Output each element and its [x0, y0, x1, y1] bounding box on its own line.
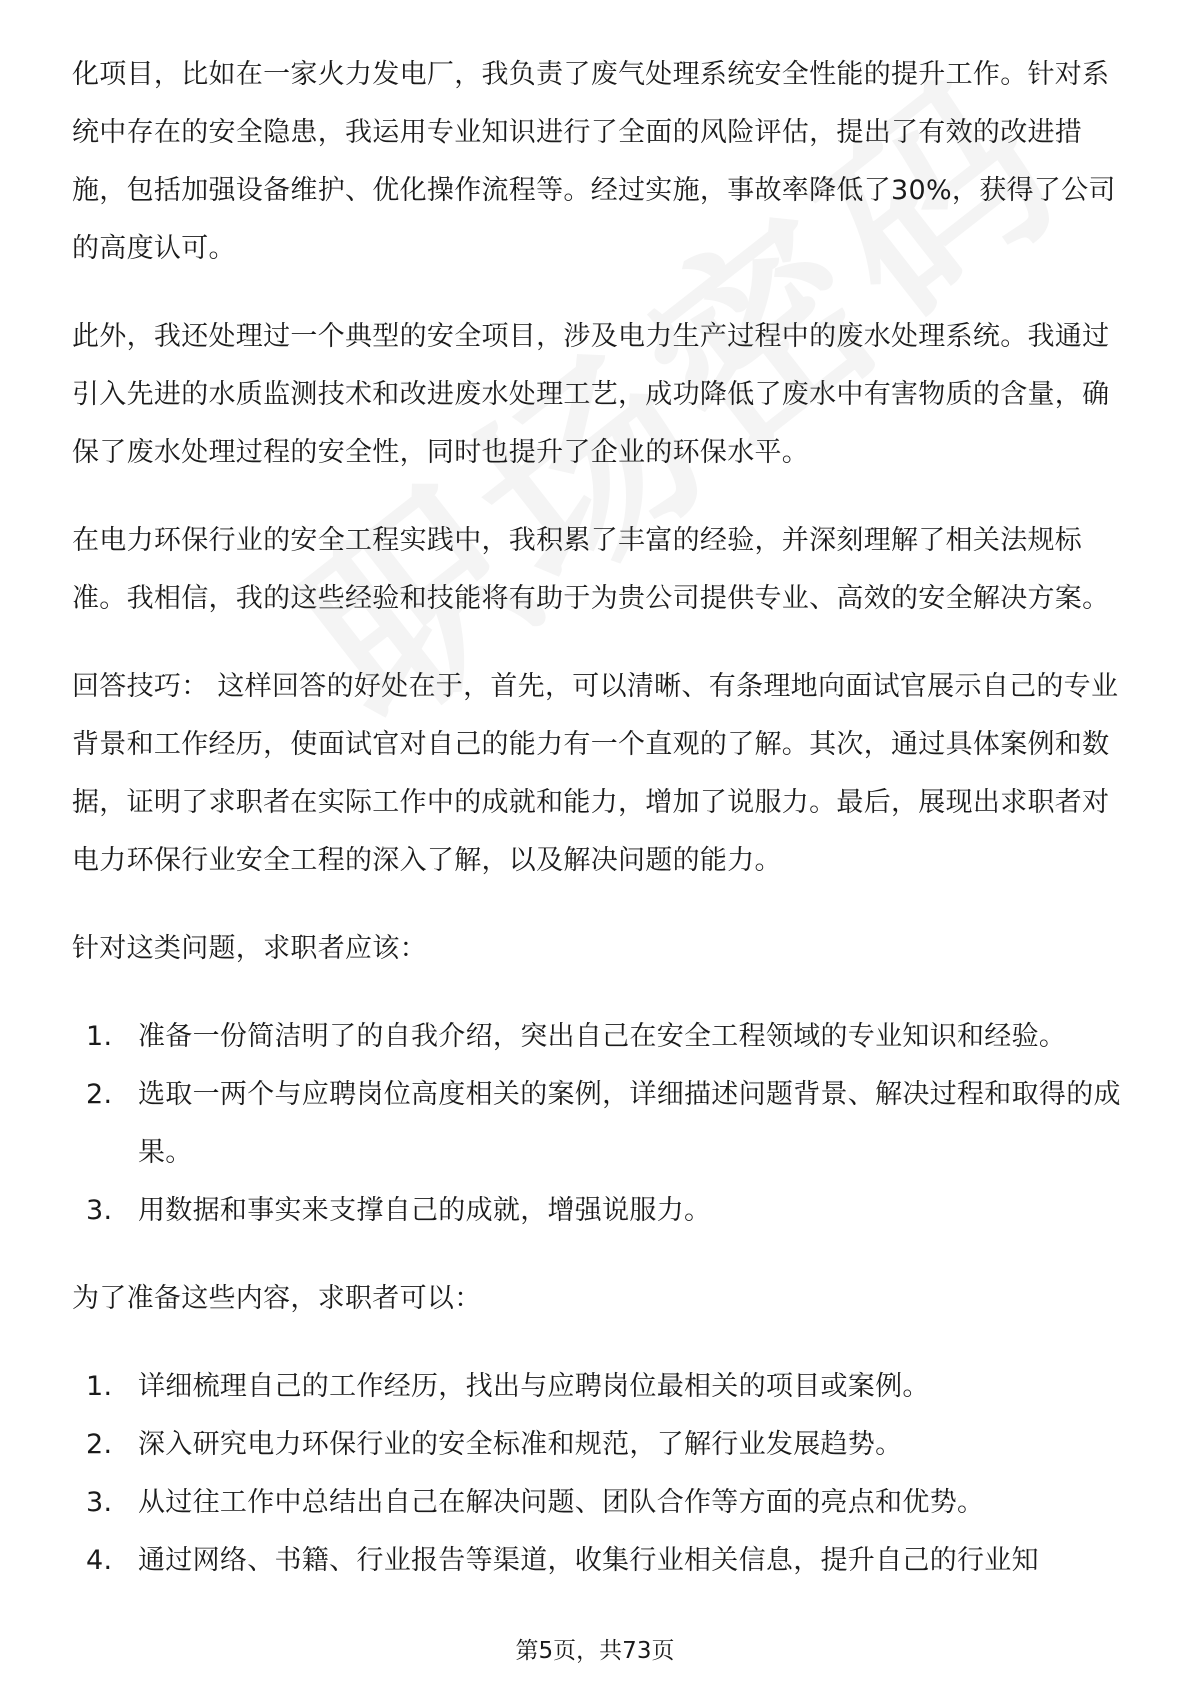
paragraph-experience-summary: 在电力环保行业的安全工程实践中，我积累了丰富的经验，并深刻理解了相关法规标准。我相信，我的这些经验和技能将有助于为贵公司提供专业、高效的安全解决方案。 — [72, 525, 1110, 614]
list-item — [86, 1008, 1122, 1066]
list-item — [86, 1532, 1122, 1590]
list-item-number: 1. — [86, 1371, 113, 1402]
list-item-text: 通过网络、书籍、行业报告等渠道，收集行业相关信息，提升自己的行业知 — [138, 1545, 1039, 1576]
list-item — [86, 1066, 1122, 1182]
list-item-text: 用数据和事实来支撑自己的成就，增强说服力。 — [138, 1195, 712, 1226]
paragraph-prepare-intro: 为了准备这些内容，求职者可以： — [72, 1283, 482, 1314]
list-item-number: 2. — [86, 1079, 113, 1110]
paragraph-project-wastewater: 此外，我还处理过一个典型的安全项目，涉及电力生产过程中的废水处理系统。我通过引入先进的水质监测技术和改进废水处理工艺，成功降低了废水中有害物质的含量，确保了废水处理过程的安全性，同时也提升了企业的环保水平。 — [72, 321, 1110, 468]
list-item-number: 1. — [86, 1021, 113, 1052]
list-item-text: 深入研究电力环保行业的安全标准和规范，了解行业发展趋势。 — [138, 1429, 903, 1460]
should-list — [72, 1008, 1122, 1240]
paragraph-answer-tips: 回答技巧： 这样回答的好处在于，首先，可以清晰、有条理地向面试官展示自己的专业背景和工作经历，使面试官对自己的能力有一个直观的了解。其次，通过具体案例和数据，证明了求职者在实际工作中的成就和能力，增加了说服力。最后，展现出求职者对电力环保行业安全工程的深入了解，以及解决问题的能力。 — [72, 671, 1119, 876]
paragraph-should-intro: 针对这类问题，求职者应该： — [72, 933, 427, 964]
paragraph-project-exhaust: 化项目，比如在一家火力发电厂，我负责了废气处理系统安全性能的提升工作。针对系统中存在的安全隐患，我运用专业知识进行了全面的风险评估，提出了有效的改进措施，包括加强设备维护、优化操作流程等。经过实施，事故率降低了30%，获得了公司的高度认可。 — [72, 59, 1116, 264]
prepare-list — [72, 1358, 1122, 1590]
list-item-number: 2. — [86, 1429, 113, 1460]
list-item — [86, 1416, 1122, 1474]
list-item-number: 3. — [86, 1487, 113, 1518]
list-item-text: 选取一两个与应聘岗位高度相关的案例，详细描述问题背景、解决过程和取得的成果。 — [138, 1079, 1121, 1168]
list-item — [86, 1358, 1122, 1416]
list-item-text: 详细梳理自己的工作经历，找出与应聘岗位最相关的项目或案例。 — [138, 1371, 930, 1402]
list-item-number: 4. — [86, 1545, 113, 1576]
list-item — [86, 1182, 1122, 1240]
list-item-text: 从过往工作中总结出自己在解决问题、团队合作等方面的亮点和优势。 — [138, 1487, 985, 1518]
list-item — [86, 1474, 1122, 1532]
list-item-text: 准备一份简洁明了的自我介绍，突出自己在安全工程领域的专业知识和经验。 — [138, 1021, 1067, 1052]
page-number-footer: 第5页，共73页 — [515, 1638, 675, 1664]
list-item-number: 3. — [86, 1195, 113, 1226]
document-body — [72, 46, 1122, 1620]
